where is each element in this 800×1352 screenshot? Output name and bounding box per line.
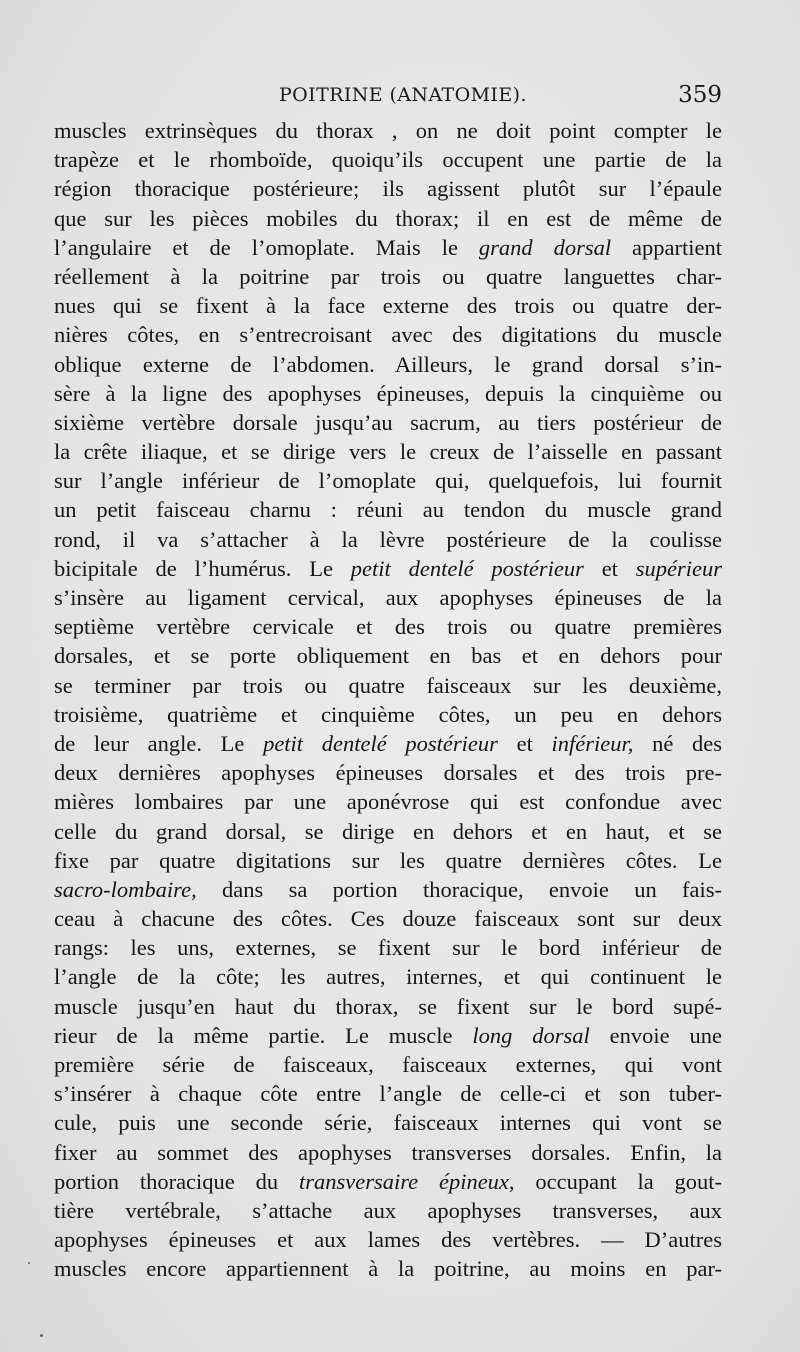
italic-term: petit dentelé postérieur <box>350 555 584 581</box>
text-line <box>54 1225 722 1254</box>
text-segment: rangs: les uns, externes, se fixent sur le bord inférieur de <box>54 935 722 961</box>
text-segment: deux dernières apophyses épineuses dorsales et des trois pre- <box>54 760 722 786</box>
italic-term: sacro-lombaire, <box>54 876 197 902</box>
text-line <box>54 291 722 320</box>
text-segment: celle du grand dorsal, se dirige en dehors et en haut, et se <box>54 818 722 844</box>
text-line <box>54 116 722 145</box>
text-line <box>54 992 722 1021</box>
text-segment: fixer au sommet des apophyses transverses dorsales. Enfin, la <box>54 1139 722 1165</box>
text-line <box>54 1079 722 1108</box>
text-line <box>54 408 722 437</box>
text-segment: tière vertébrale, s’attache aux apophyses transverses, aux <box>54 1197 722 1223</box>
text-line <box>54 729 722 758</box>
text-line <box>54 875 722 904</box>
text-segment: dans sa portion thoracique, envoie un fais- <box>196 876 722 902</box>
text-segment: muscles extrinsèques du thorax , on ne doit point compter le <box>54 118 722 143</box>
italic-term: supérieur <box>635 555 722 581</box>
text-segment: mières lombaires par une aponévrose qui est confondue avec <box>54 789 722 815</box>
text-segment: oblique externe de l’abdomen. Ailleurs, le grand dorsal s’in- <box>54 351 722 377</box>
text-line <box>54 787 722 816</box>
text-segment: que sur les pièces mobiles du thorax; il en est de même de <box>54 205 722 231</box>
text-line <box>54 554 722 583</box>
text-line <box>54 1254 722 1283</box>
text-segment: rieur de la même partie. Le muscle <box>54 1022 473 1048</box>
text-segment: septième vertèbre cervicale et des trois ou quatre premières <box>54 614 722 640</box>
text-line <box>54 641 722 670</box>
text-line <box>54 204 722 233</box>
text-line <box>54 145 722 174</box>
text-segment: ceau à chacune des côtes. Ces douze faisceaux sont sur deux <box>54 906 722 932</box>
text-line <box>54 846 722 875</box>
text-segment: bicipitale de l’humérus. Le <box>54 555 351 581</box>
italic-term: transversaire épineux, <box>298 1168 515 1194</box>
italic-term: grand dorsal <box>478 234 612 260</box>
italic-term: petit dentelé postérieur <box>263 730 498 756</box>
text-segment: première série de faisceaux, faisceaux externes, qui vont <box>54 1052 722 1077</box>
italic-term: long dorsal <box>472 1022 590 1048</box>
text-segment: s’insère au ligament cervical, aux apophyses épineuses de la <box>54 585 722 610</box>
text-segment: appartient <box>611 234 722 260</box>
text-segment: nues qui se fixent à la face externe des trois ou quatre der- <box>54 293 722 319</box>
text-segment: région thoracique postérieure; ils agissent plutôt sur l’épaule <box>54 176 722 202</box>
text-segment: et <box>497 730 552 756</box>
text-line <box>54 437 722 466</box>
text-segment: envoie une <box>589 1022 722 1048</box>
text-segment: s’insérer à chaque côte entre l’angle de celle-ci et son tuber- <box>54 1081 722 1107</box>
text-line <box>54 1196 722 1225</box>
body-text <box>54 116 722 1284</box>
text-line <box>54 962 722 991</box>
paper-speck <box>40 1334 43 1337</box>
text-line <box>54 174 722 203</box>
text-segment: muscle jusqu’en haut du thorax, se fixent sur le bord supé- <box>54 993 722 1019</box>
text-line <box>54 1021 722 1050</box>
text-line <box>54 583 722 612</box>
text-line <box>54 525 722 554</box>
text-line <box>54 904 722 933</box>
text-segment: né des <box>633 730 722 756</box>
text-segment: sère à la ligne des apophyses épineuses, depuis la cinquième ou <box>54 380 722 406</box>
text-line <box>54 262 722 291</box>
text-segment: rond, il va s’attacher à la lèvre postérieure de la coulisse <box>54 526 722 552</box>
text-segment: de leur angle. Le <box>54 730 264 756</box>
text-segment: se terminer par trois ou quatre faisceaux sur les deuxième, <box>54 672 722 698</box>
text-segment: fixe par quatre digitations sur les quatre dernières côtes. Le <box>54 847 722 873</box>
page-header <box>54 82 722 112</box>
text-segment: sixième vertèbre dorsale jusqu’au sacrum, au tiers postérieur de <box>54 409 722 435</box>
text-segment: un petit faisceau charnu : réuni au tendon du muscle grand <box>54 497 722 523</box>
text-line <box>54 933 722 962</box>
text-segment: et <box>583 555 636 581</box>
text-line <box>54 1167 722 1196</box>
paper-speck <box>28 1262 30 1264</box>
text-line <box>54 612 722 641</box>
text-line <box>54 233 722 262</box>
text-segment: occupant la gout- <box>514 1168 722 1194</box>
text-line <box>54 671 722 700</box>
text-segment: cule, puis une seconde série, faisceaux internes qui vont se <box>54 1110 722 1136</box>
italic-term: inférieur, <box>551 730 634 756</box>
text-line <box>54 1108 722 1137</box>
text-line <box>54 700 722 729</box>
text-line <box>54 379 722 408</box>
text-segment: la crête iliaque, et se dirige vers le creux de l’aisselle en passant <box>54 439 722 465</box>
text-line <box>54 350 722 379</box>
text-segment: réellement à la poitrine par trois ou quatre languettes char- <box>54 263 722 289</box>
text-line <box>54 1138 722 1167</box>
running-title: POITRINE (ANATOMIE). <box>279 84 527 106</box>
text-segment: l’angle de la côte; les autres, internes, et qui continuent le <box>54 964 722 990</box>
text-segment: trapèze et le rhomboïde, quoiqu’ils occupent une partie de la <box>54 147 722 173</box>
text-line <box>54 758 722 787</box>
text-segment: dorsales, et se porte obliquement en bas et en dehors pour <box>54 643 722 669</box>
text-segment: apophyses épineuses et aux lames des vertèbres. — D’autres <box>54 1227 722 1253</box>
text-segment: portion thoracique du <box>54 1168 299 1194</box>
text-line <box>54 1050 722 1079</box>
text-line <box>54 817 722 846</box>
text-line <box>54 320 722 349</box>
text-segment: sur l’angle inférieur de l’omoplate qui, quelquefois, lui fournit <box>54 468 722 494</box>
text-line <box>54 466 722 495</box>
text-line <box>54 495 722 524</box>
text-segment: nières côtes, en s’entrecroisant avec des digitations du muscle <box>54 322 722 348</box>
text-segment: l’angulaire et de l’omoplate. Mais le <box>54 234 479 260</box>
text-segment: troisième, quatrième et cinquième côtes, un peu en dehors <box>54 701 722 727</box>
text-segment: muscles encore appartiennent à la poitrine, au moins en par- <box>54 1256 722 1282</box>
page-number: 359 <box>678 82 722 108</box>
